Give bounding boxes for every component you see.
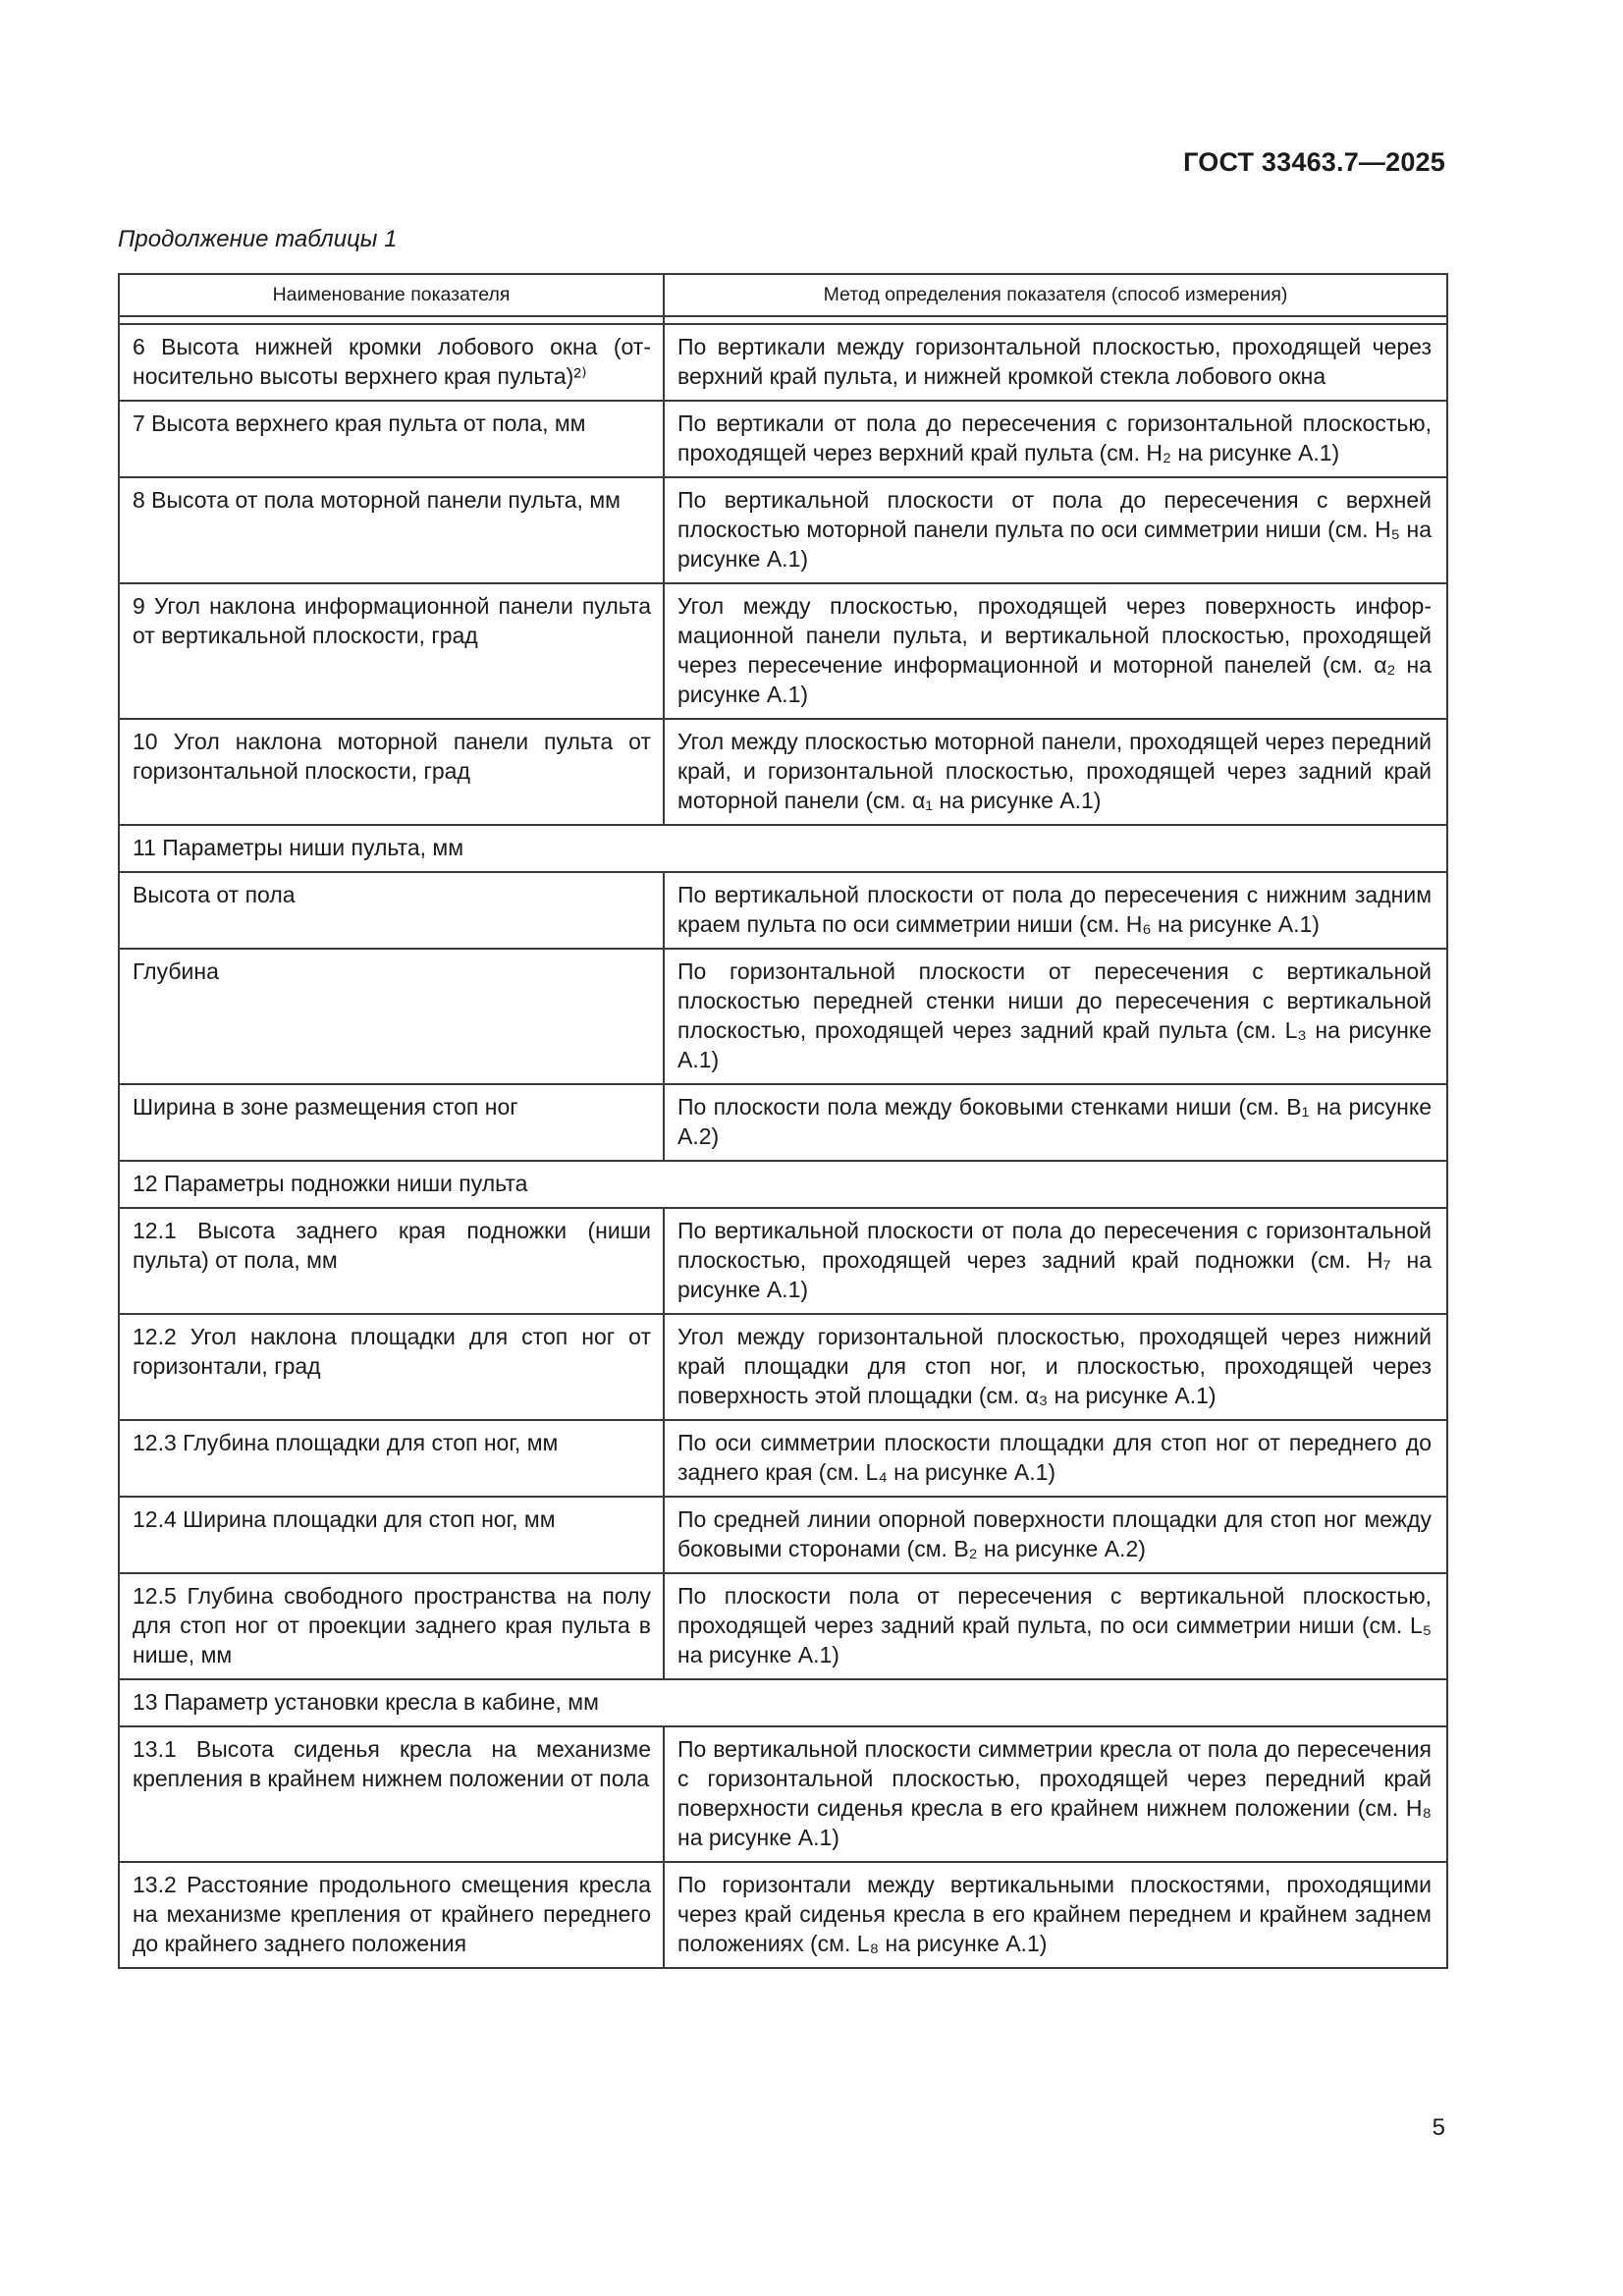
measurement-method-cell: По плоскости пола от пересечения с вертикальной плоскостью, проходящей через задний край пульта, по оси симметрии ниши (см. L₅ на рисунке А.1) — [664, 1573, 1447, 1679]
table-row — [119, 1314, 1447, 1420]
measurement-method-cell: По вертикальной плоскости от пола до пересечения с нижним задним краем пульта по оси симметрии ниши (см. H₆ на рисунке А.1) — [664, 872, 1447, 949]
parameter-name-cell: 12.2 Угол наклона площадки для стоп ног от горизонтали, град — [119, 1314, 664, 1420]
table-row — [119, 401, 1447, 477]
table-body — [119, 316, 1447, 1968]
parameters-table — [118, 273, 1448, 1969]
table-caption: Продолжение таблицы 1 — [118, 226, 398, 252]
parameter-name-cell: 6 Высота нижней кромки лобового окна (относительно высоты верхнего края пульта)²⁾ — [119, 324, 664, 401]
standard-code: ГОСТ 33463.7—2025 — [1183, 147, 1445, 177]
table-row — [119, 477, 1447, 583]
table-section-row — [119, 825, 1447, 872]
measurement-method-cell: По вертикальной плоскости от пола до пересечения с горизонтальной плоскостью, проходящей через задний край подножки (см. H₇ на рисунке А.1) — [664, 1208, 1447, 1314]
measurement-method-cell: По горизонтальной плоскости от пересечения с вертикальной плоскостью передней стенки ниши до пересечения с вертикальной плоскостью, проходящей через задний край пульта (см. L₃ на рисунке А.1) — [664, 949, 1447, 1084]
measurement-method-cell: Угол между горизонтальной плоскостью, проходящей через нижний край площадки для стоп ног, и плоскостью, проходящей через поверхность этой площадки (см. α₃ на рисунке А.1) — [664, 1314, 1447, 1420]
table-section-row — [119, 1161, 1447, 1208]
table-row — [119, 872, 1447, 949]
parameter-name-cell: Высота от пола — [119, 872, 664, 949]
table-row — [119, 1208, 1447, 1314]
measurement-method-cell: По плоскости пола между боковыми стенками ниши (см. B₁ на рисунке А.2) — [664, 1084, 1447, 1161]
table-row — [119, 1084, 1447, 1161]
parameter-name-cell: 12.5 Глубина свободного пространства на полу для стоп ног от проекции заднего края пульта в нише, мм — [119, 1573, 664, 1679]
parameter-name-cell: 13.2 Расстояние продольного смещения кресла на механизме крепления от крайнего переднего до крайнего заднего положения — [119, 1862, 664, 1968]
table-section-row — [119, 1679, 1447, 1726]
column-header-method: Метод определения показателя (способ измерения) — [664, 274, 1447, 316]
table-row — [119, 1497, 1447, 1573]
section-title: 12 Параметры подножки ниши пульта — [119, 1161, 1447, 1208]
table-row — [119, 324, 1447, 401]
table-row — [119, 1420, 1447, 1497]
parameter-name-cell: 8 Высота от пола моторной панели пульта, мм — [119, 477, 664, 583]
table-row — [119, 583, 1447, 719]
measurement-method-cell: По вертикальной плоскости симметрии кресла от пола до пересечения с горизонтальной плоскостью, проходящей через передний край поверхности сиденья кресла в его крайнем нижнем положении (см. H₈ на рисунке А.1) — [664, 1726, 1447, 1862]
parameter-name-cell: 7 Высота верхнего края пульта от пола, мм — [119, 401, 664, 477]
measurement-method-cell: По оси симметрии плоскости площадки для стоп ног от переднего до заднего края (см. L₄ на рисунке А.1) — [664, 1420, 1447, 1497]
measurement-method-cell: По средней линии опорной поверхности площадки для стоп ног между боковыми сторонами (см. B₂ на рисунке А.2) — [664, 1497, 1447, 1573]
parameter-name-cell: 10 Угол наклона моторной панели пульта от горизонтальной плоскости, град — [119, 719, 664, 825]
table-row — [119, 1726, 1447, 1862]
page-number: 5 — [1432, 2114, 1445, 2141]
table-header-row — [119, 274, 1447, 316]
measurement-method-cell: Угол между плоскостью, проходящей через поверхность информационной панели пульта, и вертикальной плоскостью, проходящей через пересечение информационной и моторной панелей (см. α₂ на рисунке А.1) — [664, 583, 1447, 719]
parameter-name-cell: 12.3 Глубина площадки для стоп ног, мм — [119, 1420, 664, 1497]
parameter-name-cell: 13.1 Высота сиденья кресла на механизме крепления в крайнем нижнем положении от пола — [119, 1726, 664, 1862]
section-title: 13 Параметр установки кресла в кабине, мм — [119, 1679, 1447, 1726]
parameter-name-cell: 9 Угол наклона информационной панели пульта от вертикальной плоскости, град — [119, 583, 664, 719]
table-row — [119, 949, 1447, 1084]
section-title: 11 Параметры ниши пульта, мм — [119, 825, 1447, 872]
parameter-name-cell: Глубина — [119, 949, 664, 1084]
table-row — [119, 1862, 1447, 1968]
measurement-method-cell: По горизонтали между вертикальными плоскостями, проходящими через край сиденья кресла в его крайнем переднем и крайнем заднем положениях (см. L₈ на рисунке А.1) — [664, 1862, 1447, 1968]
parameter-name-cell: 12.4 Ширина площадки для стоп ног, мм — [119, 1497, 664, 1573]
measurement-method-cell: По вертикали от пола до пересечения с горизонтальной плоскостью, проходящей через верхний край пульта (см. H₂ на рисунке А.1) — [664, 401, 1447, 477]
table-row — [119, 719, 1447, 825]
parameter-name-cell: Ширина в зоне размещения стоп ног — [119, 1084, 664, 1161]
header-spacer-row — [119, 316, 1447, 324]
table-row — [119, 1573, 1447, 1679]
parameter-name-cell: 12.1 Высота заднего края подножки (ниши пульта) от пола, мм — [119, 1208, 664, 1314]
measurement-method-cell: Угол между плоскостью моторной панели, проходящей через передний край, и горизонтальной плоскостью, проходящей через задний край моторной панели (см. α₁ на рисунке А.1) — [664, 719, 1447, 825]
measurement-method-cell: По вертикальной плоскости от пола до пересечения с верхней плоскостью моторной панели пульта по оси симметрии ниши (см. H₅ на рисунке А.1) — [664, 477, 1447, 583]
column-header-name: Наименование показателя — [119, 274, 664, 316]
measurement-method-cell: По вертикали между горизонтальной плоскостью, проходящей через верхний край пульта, и нижней кромкой стекла лобового окна — [664, 324, 1447, 401]
